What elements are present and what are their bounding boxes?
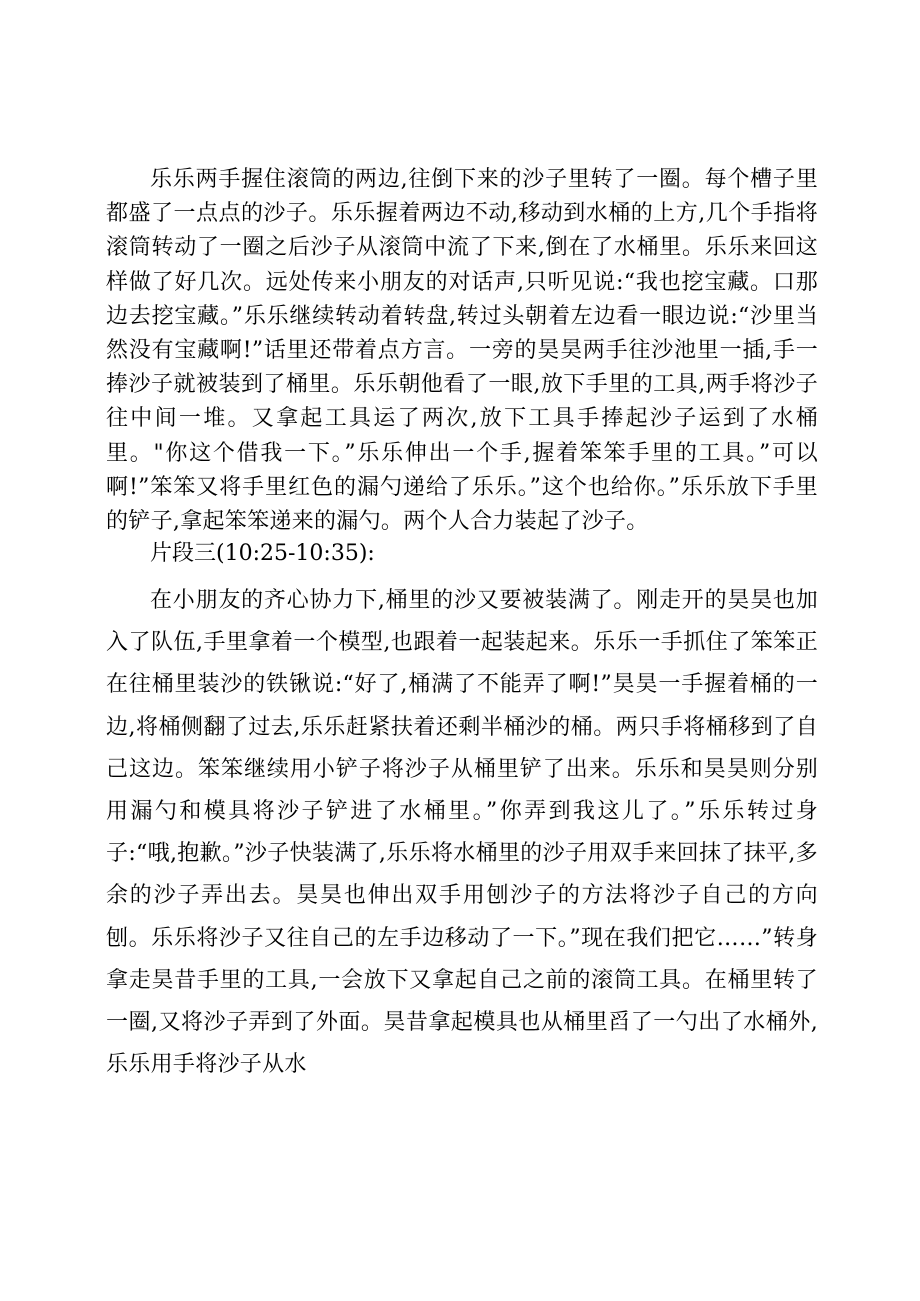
paragraph-observation-part3: 在小朋友的齐心协力下,桶里的沙又要被装满了。刚走开的昊昊也加入了队伍,手里拿着一个模型,也跟着一起装起来。乐乐一手抓住了笨笨正在往桶里装沙的铁锹说:“好了,桶满了不能弄了啊!”昊昊一手握着桶的一边,将桶侧翻了过去,乐乐赶紧扶着还剩半桶沙的桶。两只手将桶移到了自己这边。笨笨继续用小铲子将沙子从桶里铲了出来。乐乐和昊昊则分别用漏勺和模具将沙子铲进了水桶里。”你弄到我这儿了。”乐乐转过身子:“哦,抱歉。”沙子快装满了,乐乐将水桶里的沙子用双手来回抹了抹平,多余的沙子弄出去。昊昊也伸出双手用刨沙子的方法将沙子自己的方向刨。乐乐将沙子又往自己的左手边移动了一下。”现在我们把它……”转身拿走昊昔手里的工具,一会放下又拿起自己之前的滚筒工具。在桶里转了一圈,又将沙子弄到了外面。昊昔拿起模具也从桶里舀了一勺出了水桶外,乐乐用手将沙子从水 xyxy=(106,588,818,1078)
paragraph-observation-part2: 乐乐两手握住滚筒的两边,往倒下来的沙子里转了一圈。每个槽子里都盛了一点点的沙子。乐乐握着两边不动,移动到水桶的上方,几个手指将滚筒转动了一圈之后沙子从滚筒中流了下来,倒在了水桶里。乐乐来回这样做了好几次。远处传来小朋友的对话声,只听见说:“我也挖宝藏。口那边去挖宝藏。”乐乐继续转动着转盘,转过头朝着左边看一眼边说:“沙里当然没有宝藏啊!”话里还带着点方言。一旁的昊昊两手往沙池里一插,手一捧沙子就被装到了桶里。乐乐朝他看了一眼,放下手里的工具,两手将沙子往中间一堆。又拿起工具运了两次,放下工具手捧起沙子运到了水桶里。"你这个借我一下。”乐乐伸出一个手,握着笨笨手里的工具。”可以啊!”笨笨又将手里红色的漏勺递给了乐乐。”这个也给你。”乐乐放下手里的铲子,拿起笨笨递来的漏勺。两个人合力装起了沙子。 xyxy=(106,167,818,535)
section-heading-segment-3: 片段三(10:25-10:35): xyxy=(150,541,375,566)
